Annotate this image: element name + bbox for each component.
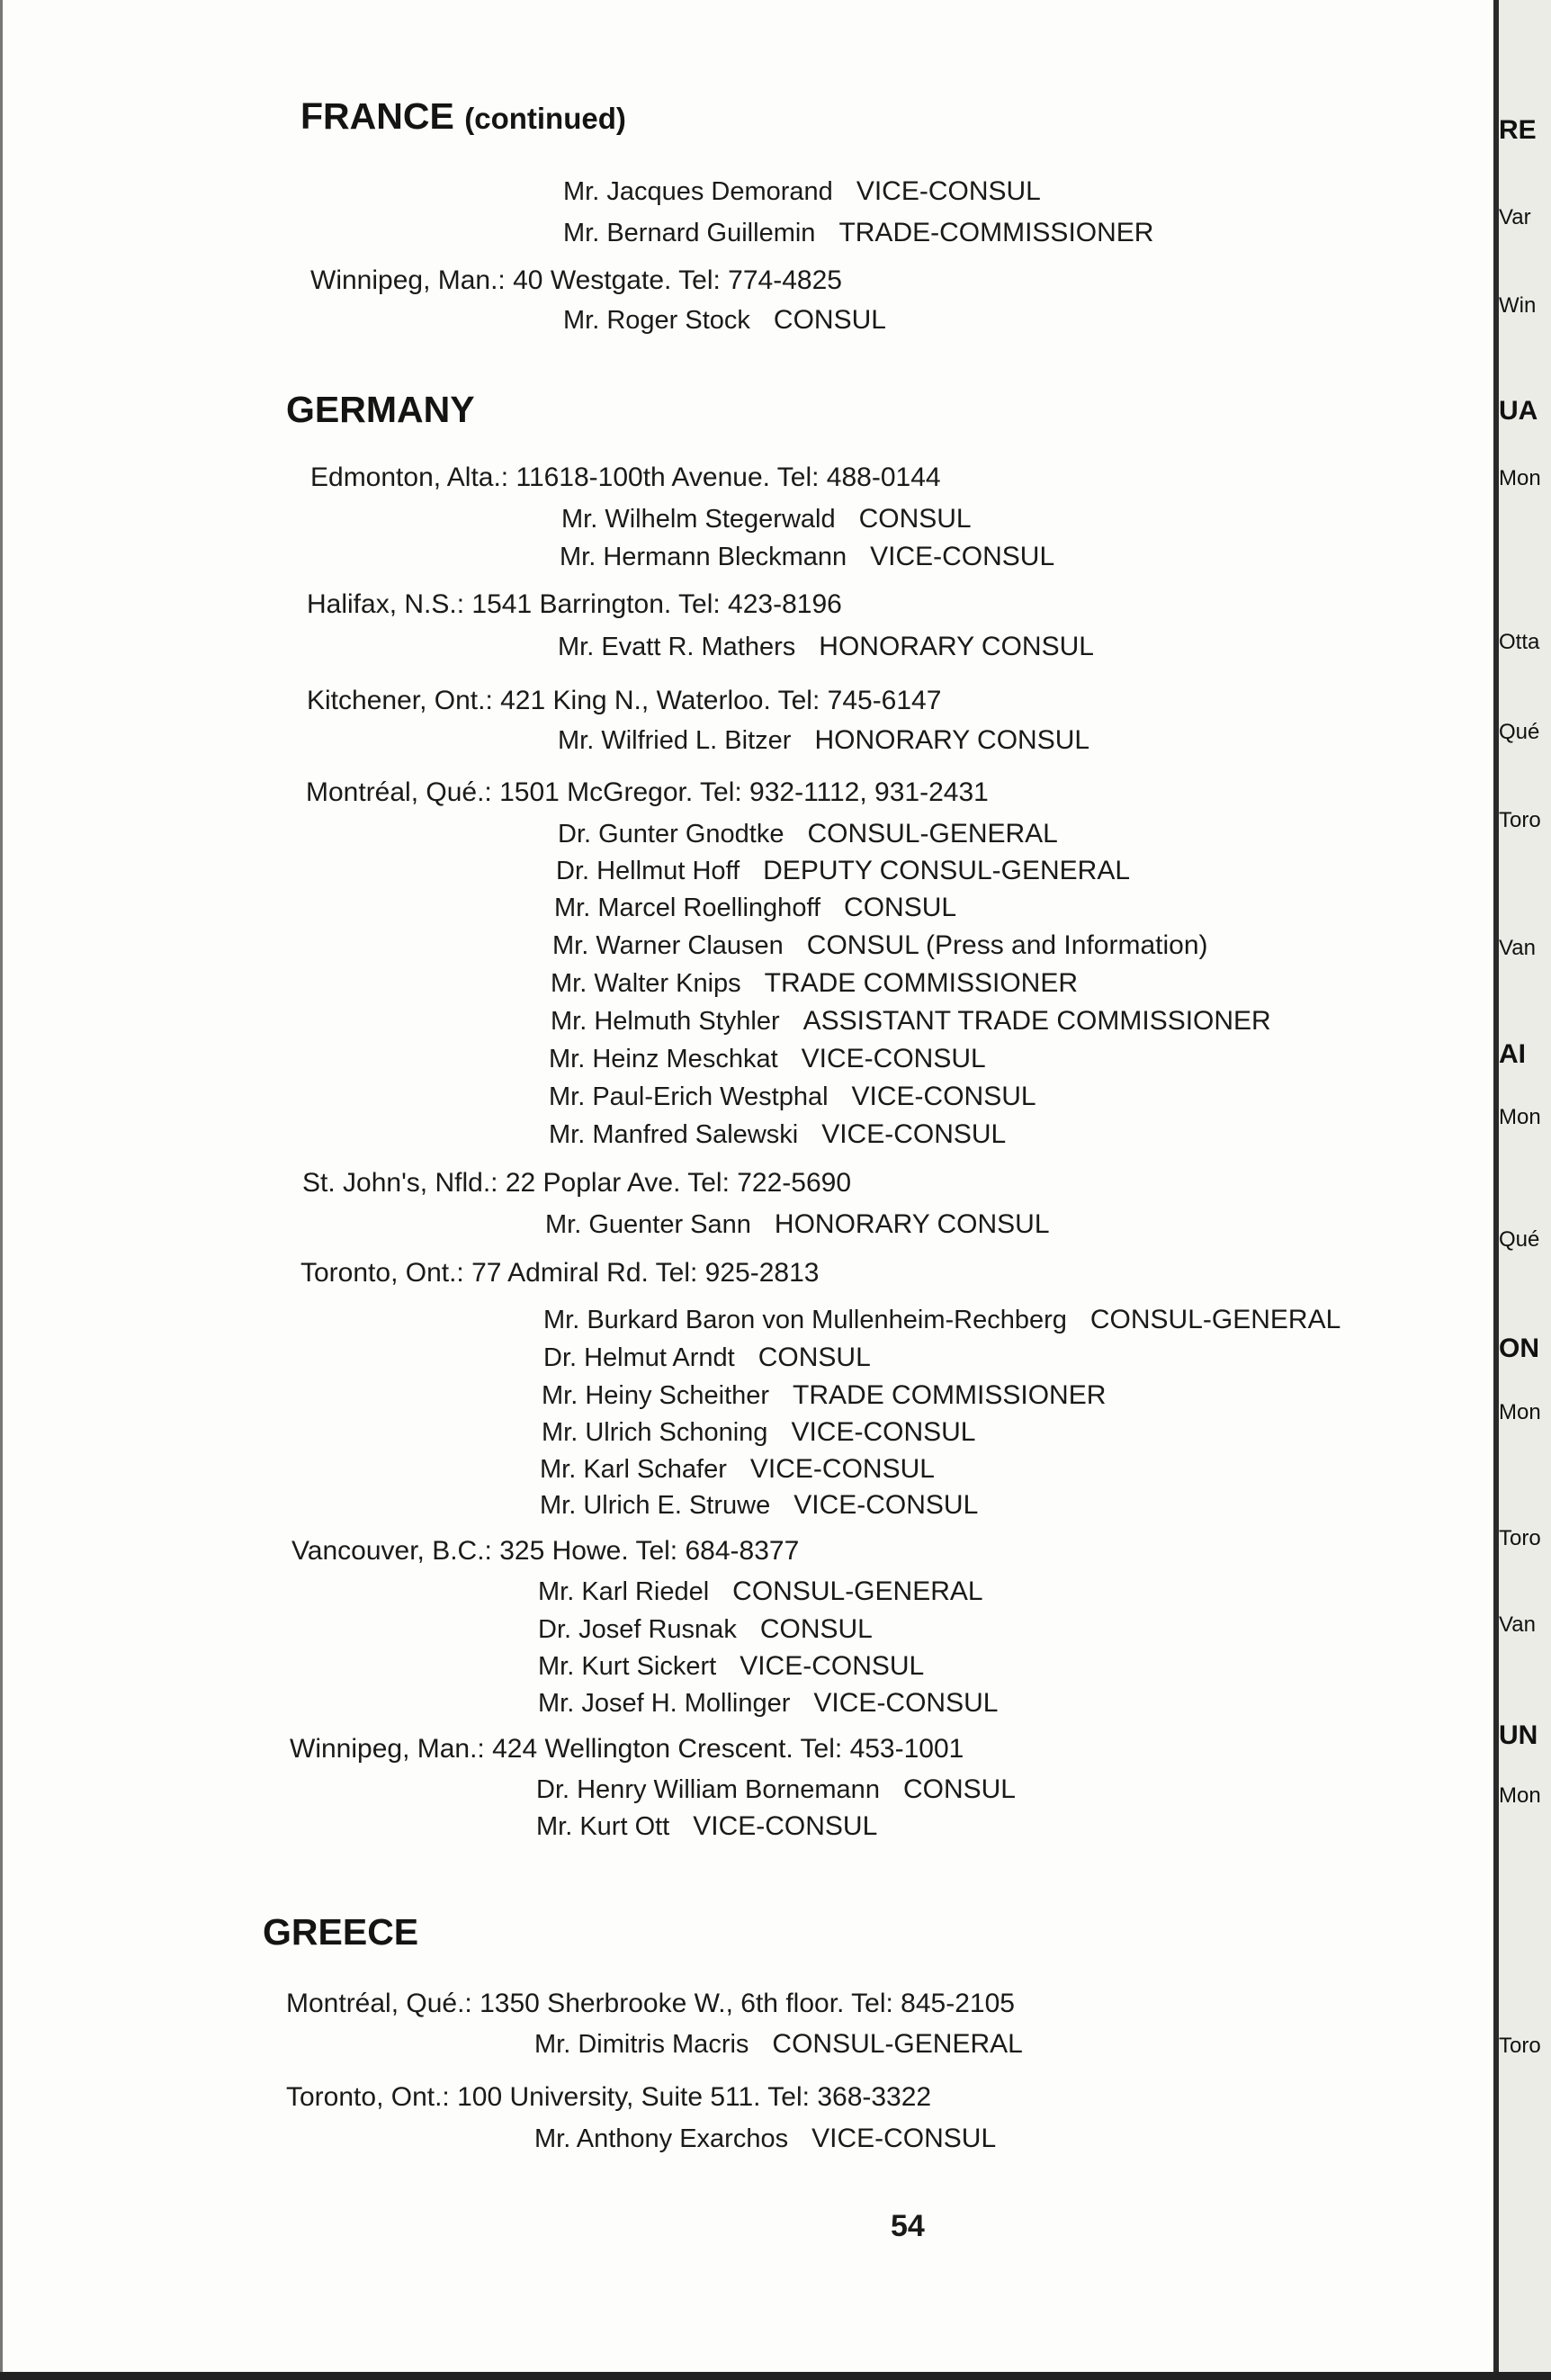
person-entry: [556, 856, 1130, 886]
adjacent-fragment: Toro: [1499, 808, 1541, 832]
person-title: HONORARY CONSUL: [819, 632, 1094, 661]
adjacent-fragment: Qué: [1499, 720, 1540, 744]
adjacent-fragment: UN: [1499, 1720, 1538, 1750]
page-edge: [0, 0, 3, 2380]
person-entry: [536, 1774, 1016, 1805]
office-line: [290, 1734, 964, 1765]
office-location: Winnipeg, Man.:: [310, 265, 506, 295]
adjacent-fragment: AI: [1499, 1039, 1526, 1069]
person-entry: [543, 1343, 871, 1373]
person-title: VICE-CONSUL: [801, 1044, 986, 1073]
person-title: CONSUL: [844, 893, 957, 922]
person-entry: [545, 1209, 1050, 1240]
person-name: Dr. Henry William Bornemann: [536, 1775, 880, 1804]
section-title-france: [300, 95, 626, 138]
person-title: ASSISTANT TRADE COMMISSIONER: [802, 1006, 1271, 1036]
person-title: CONSUL-GENERAL: [732, 1576, 983, 1606]
adjacent-fragment: Mon: [1499, 1400, 1541, 1424]
person-name: Mr. Helmuth Styhler: [551, 1007, 780, 1036]
person-name: Mr. Heiny Scheither: [542, 1381, 770, 1410]
office-address: 1501 McGregor. Tel: 932-1112, 931-2431: [499, 777, 989, 807]
page-number: 54: [891, 2209, 925, 2243]
section-title-germany: [286, 389, 475, 431]
person-entry: [540, 1454, 935, 1485]
person-title: VICE-CONSUL: [793, 1490, 979, 1520]
person-name: Mr. Evatt R. Mathers: [558, 633, 796, 661]
person-name: Mr. Wilhelm Stegerwald: [561, 505, 836, 534]
person-entry: [536, 1811, 877, 1842]
adjacent-fragment: Van: [1499, 1612, 1536, 1637]
person-title: TRADE COMMISSIONER: [764, 968, 1078, 998]
person-entry: [554, 893, 956, 923]
person-title: CONSUL: [858, 504, 972, 534]
person-entry: [538, 1614, 873, 1645]
office-line: [310, 463, 941, 493]
office-location: Edmonton, Alta.:: [310, 463, 509, 492]
office-location: Vancouver, B.C.:: [291, 1536, 492, 1566]
office-location: Winnipeg, Man.:: [290, 1734, 485, 1764]
office-address: 1541 Barrington. Tel: 423-8196: [471, 589, 842, 619]
office-line: [291, 1536, 799, 1567]
person-name: Mr. Karl Riedel: [538, 1577, 710, 1606]
office-line: [286, 2082, 931, 2113]
person-title: CONSUL-GENERAL: [772, 2029, 1023, 2059]
person-name: Mr. Marcel Roellinghoff: [554, 894, 821, 922]
person-name: Mr. Ulrich E. Struwe: [540, 1491, 771, 1520]
office-location: St. John's, Nfld.:: [302, 1168, 498, 1198]
person-entry: [538, 1576, 983, 1607]
person-name: Dr. Helmut Arndt: [543, 1343, 735, 1372]
person-entry: [542, 1380, 1106, 1411]
person-title: VICE-CONSUL: [821, 1119, 1007, 1149]
person-title: VICE-CONSUL: [749, 1454, 935, 1484]
person-entry: [540, 1490, 978, 1521]
person-title: HONORARY CONSUL: [814, 725, 1090, 755]
person-entry: [561, 504, 972, 534]
person-name: Mr. Warner Clausen: [552, 931, 784, 960]
person-entry: [538, 1688, 998, 1719]
office-location: Montréal, Qué.:: [306, 777, 492, 807]
person-entry: [549, 1044, 986, 1074]
person-name: Mr. Roger Stock: [563, 306, 750, 335]
person-title: VICE-CONSUL: [870, 542, 1055, 571]
person-title: CONSUL: [902, 1774, 1016, 1804]
adjacent-fragment: Toro: [1499, 1526, 1541, 1550]
person-title: CONSUL: [758, 1343, 871, 1372]
office-address: 421 King N., Waterloo. Tel: 745-6147: [500, 686, 942, 715]
person-title: DEPUTY CONSUL-GENERAL: [763, 856, 1131, 885]
person-entry: [558, 632, 1094, 662]
person-title: VICE-CONSUL: [811, 2124, 997, 2153]
office-address: 77 Admiral Rd. Tel: 925-2813: [471, 1258, 820, 1288]
office-location: Montréal, Qué.:: [286, 1989, 472, 2018]
person-title: TRADE-COMMISSIONER: [838, 218, 1154, 247]
person-entry: [563, 176, 1041, 207]
person-name: Dr. Josef Rusnak: [538, 1615, 737, 1644]
person-name: Mr. Kurt Ott: [536, 1812, 670, 1841]
person-name: Mr. Wilfried L. Bitzer: [558, 726, 792, 755]
person-name: Mr. Bernard Guillemin: [563, 219, 816, 247]
person-entry: [534, 2029, 1023, 2060]
person-title: CONSUL: [773, 305, 886, 335]
person-name: Mr. Paul-Erich Westphal: [549, 1082, 829, 1111]
office-address: 100 University, Suite 511. Tel: 368-3322: [457, 2082, 932, 2112]
person-name: Mr. Heinz Meschkat: [549, 1045, 778, 1073]
person-name: Mr. Guenter Sann: [545, 1210, 751, 1239]
person-title: VICE-CONSUL: [813, 1688, 999, 1718]
office-line: [302, 1168, 851, 1199]
person-title: VICE-CONSUL: [791, 1417, 976, 1447]
section-name: GERMANY: [286, 389, 475, 430]
person-entry: [534, 2124, 996, 2154]
person-name: Mr. Ulrich Schoning: [542, 1418, 768, 1447]
person-entry: [549, 1082, 1036, 1112]
office-line: [307, 686, 941, 716]
office-line: [307, 589, 842, 620]
person-name: Mr. Burkard Baron von Mullenheim-Rechberg: [543, 1306, 1067, 1334]
person-name: Mr. Manfred Salewski: [549, 1120, 799, 1149]
adjacent-fragment: Win: [1499, 293, 1537, 318]
scan-bottom-edge: [0, 2372, 1551, 2380]
office-address: 424 Wellington Crescent. Tel: 453-1001: [492, 1734, 964, 1764]
person-name: Mr. Anthony Exarchos: [534, 2124, 789, 2153]
person-entry: [538, 1651, 924, 1682]
person-entry: [542, 1417, 975, 1448]
person-entry: [563, 218, 1153, 248]
person-name: Mr. Jacques Demorand: [563, 177, 833, 206]
adjacent-fragment: Mon: [1499, 1783, 1541, 1808]
person-name: Mr. Walter Knips: [551, 969, 741, 998]
section-name: GREECE: [263, 1911, 419, 1953]
person-title: VICE-CONSUL: [693, 1811, 878, 1841]
office-line: [286, 1989, 1015, 2019]
person-name: Mr. Dimitris Macris: [534, 2030, 749, 2059]
adjacent-fragment: Qué: [1499, 1227, 1540, 1252]
person-entry: [549, 1119, 1006, 1150]
person-entry: [563, 305, 886, 336]
office-line: [310, 265, 842, 296]
person-title: VICE-CONSUL: [740, 1651, 925, 1681]
person-title: CONSUL (Press and Information): [806, 930, 1208, 960]
person-entry: [558, 819, 1058, 849]
person-name: Mr. Karl Schafer: [540, 1455, 727, 1484]
office-address: 1350 Sherbrooke W., 6th floor. Tel: 845-2105: [480, 1989, 1015, 2018]
person-name: Dr. Gunter Gnodtke: [558, 820, 784, 849]
office-line: [300, 1258, 819, 1289]
person-title: CONSUL-GENERAL: [807, 819, 1058, 849]
person-entry: [558, 725, 1089, 756]
person-title: CONSUL: [759, 1614, 873, 1644]
office-address: 325 Howe. Tel: 684-8377: [499, 1536, 800, 1566]
office-location: Toronto, Ont.:: [300, 1258, 464, 1288]
person-title: HONORARY CONSUL: [774, 1209, 1050, 1239]
adjacent-fragment: Toro: [1499, 2034, 1541, 2058]
person-entry: [560, 542, 1054, 572]
adjacent-fragment: UA: [1499, 396, 1538, 426]
office-line: [306, 777, 989, 808]
person-entry: [543, 1305, 1340, 1335]
person-name: Mr. Josef H. Mollinger: [538, 1689, 791, 1718]
adjacent-fragment: ON: [1499, 1334, 1539, 1363]
person-name: Dr. Hellmut Hoff: [556, 857, 740, 885]
person-title: VICE-CONSUL: [851, 1082, 1036, 1111]
adjacent-fragment: Van: [1499, 936, 1536, 960]
office-address: 11618-100th Avenue. Tel: 488-0144: [516, 463, 941, 492]
section-title-greece: [263, 1911, 418, 1953]
office-location: Kitchener, Ont.:: [307, 686, 493, 715]
adjacent-page-strip: [1499, 0, 1551, 2380]
adjacent-page-edge: [1493, 0, 1551, 2380]
person-name: Mr. Kurt Sickert: [538, 1652, 717, 1681]
person-title: VICE-CONSUL: [856, 176, 1041, 206]
person-entry: [551, 1006, 1271, 1037]
adjacent-fragment: Mon: [1499, 1105, 1541, 1129]
adjacent-fragment: Mon: [1499, 466, 1541, 490]
office-location: Toronto, Ont.:: [286, 2082, 450, 2112]
adjacent-fragment: Var: [1499, 205, 1531, 229]
section-name: FRANCE: [300, 95, 454, 137]
person-title: TRADE COMMISSIONER: [793, 1380, 1107, 1410]
section-subtitle: (continued): [464, 102, 626, 135]
person-name: Mr. Hermann Bleckmann: [560, 543, 847, 571]
adjacent-fragment: RE: [1499, 115, 1537, 145]
person-entry: [552, 930, 1208, 961]
office-address: 40 Westgate. Tel: 774-4825: [513, 265, 842, 295]
person-title: CONSUL-GENERAL: [1089, 1305, 1341, 1334]
adjacent-fragment: Otta: [1499, 630, 1540, 654]
office-address: 22 Poplar Ave. Tel: 722-5690: [505, 1168, 852, 1198]
office-location: Halifax, N.S.:: [307, 589, 465, 619]
person-entry: [551, 968, 1078, 999]
